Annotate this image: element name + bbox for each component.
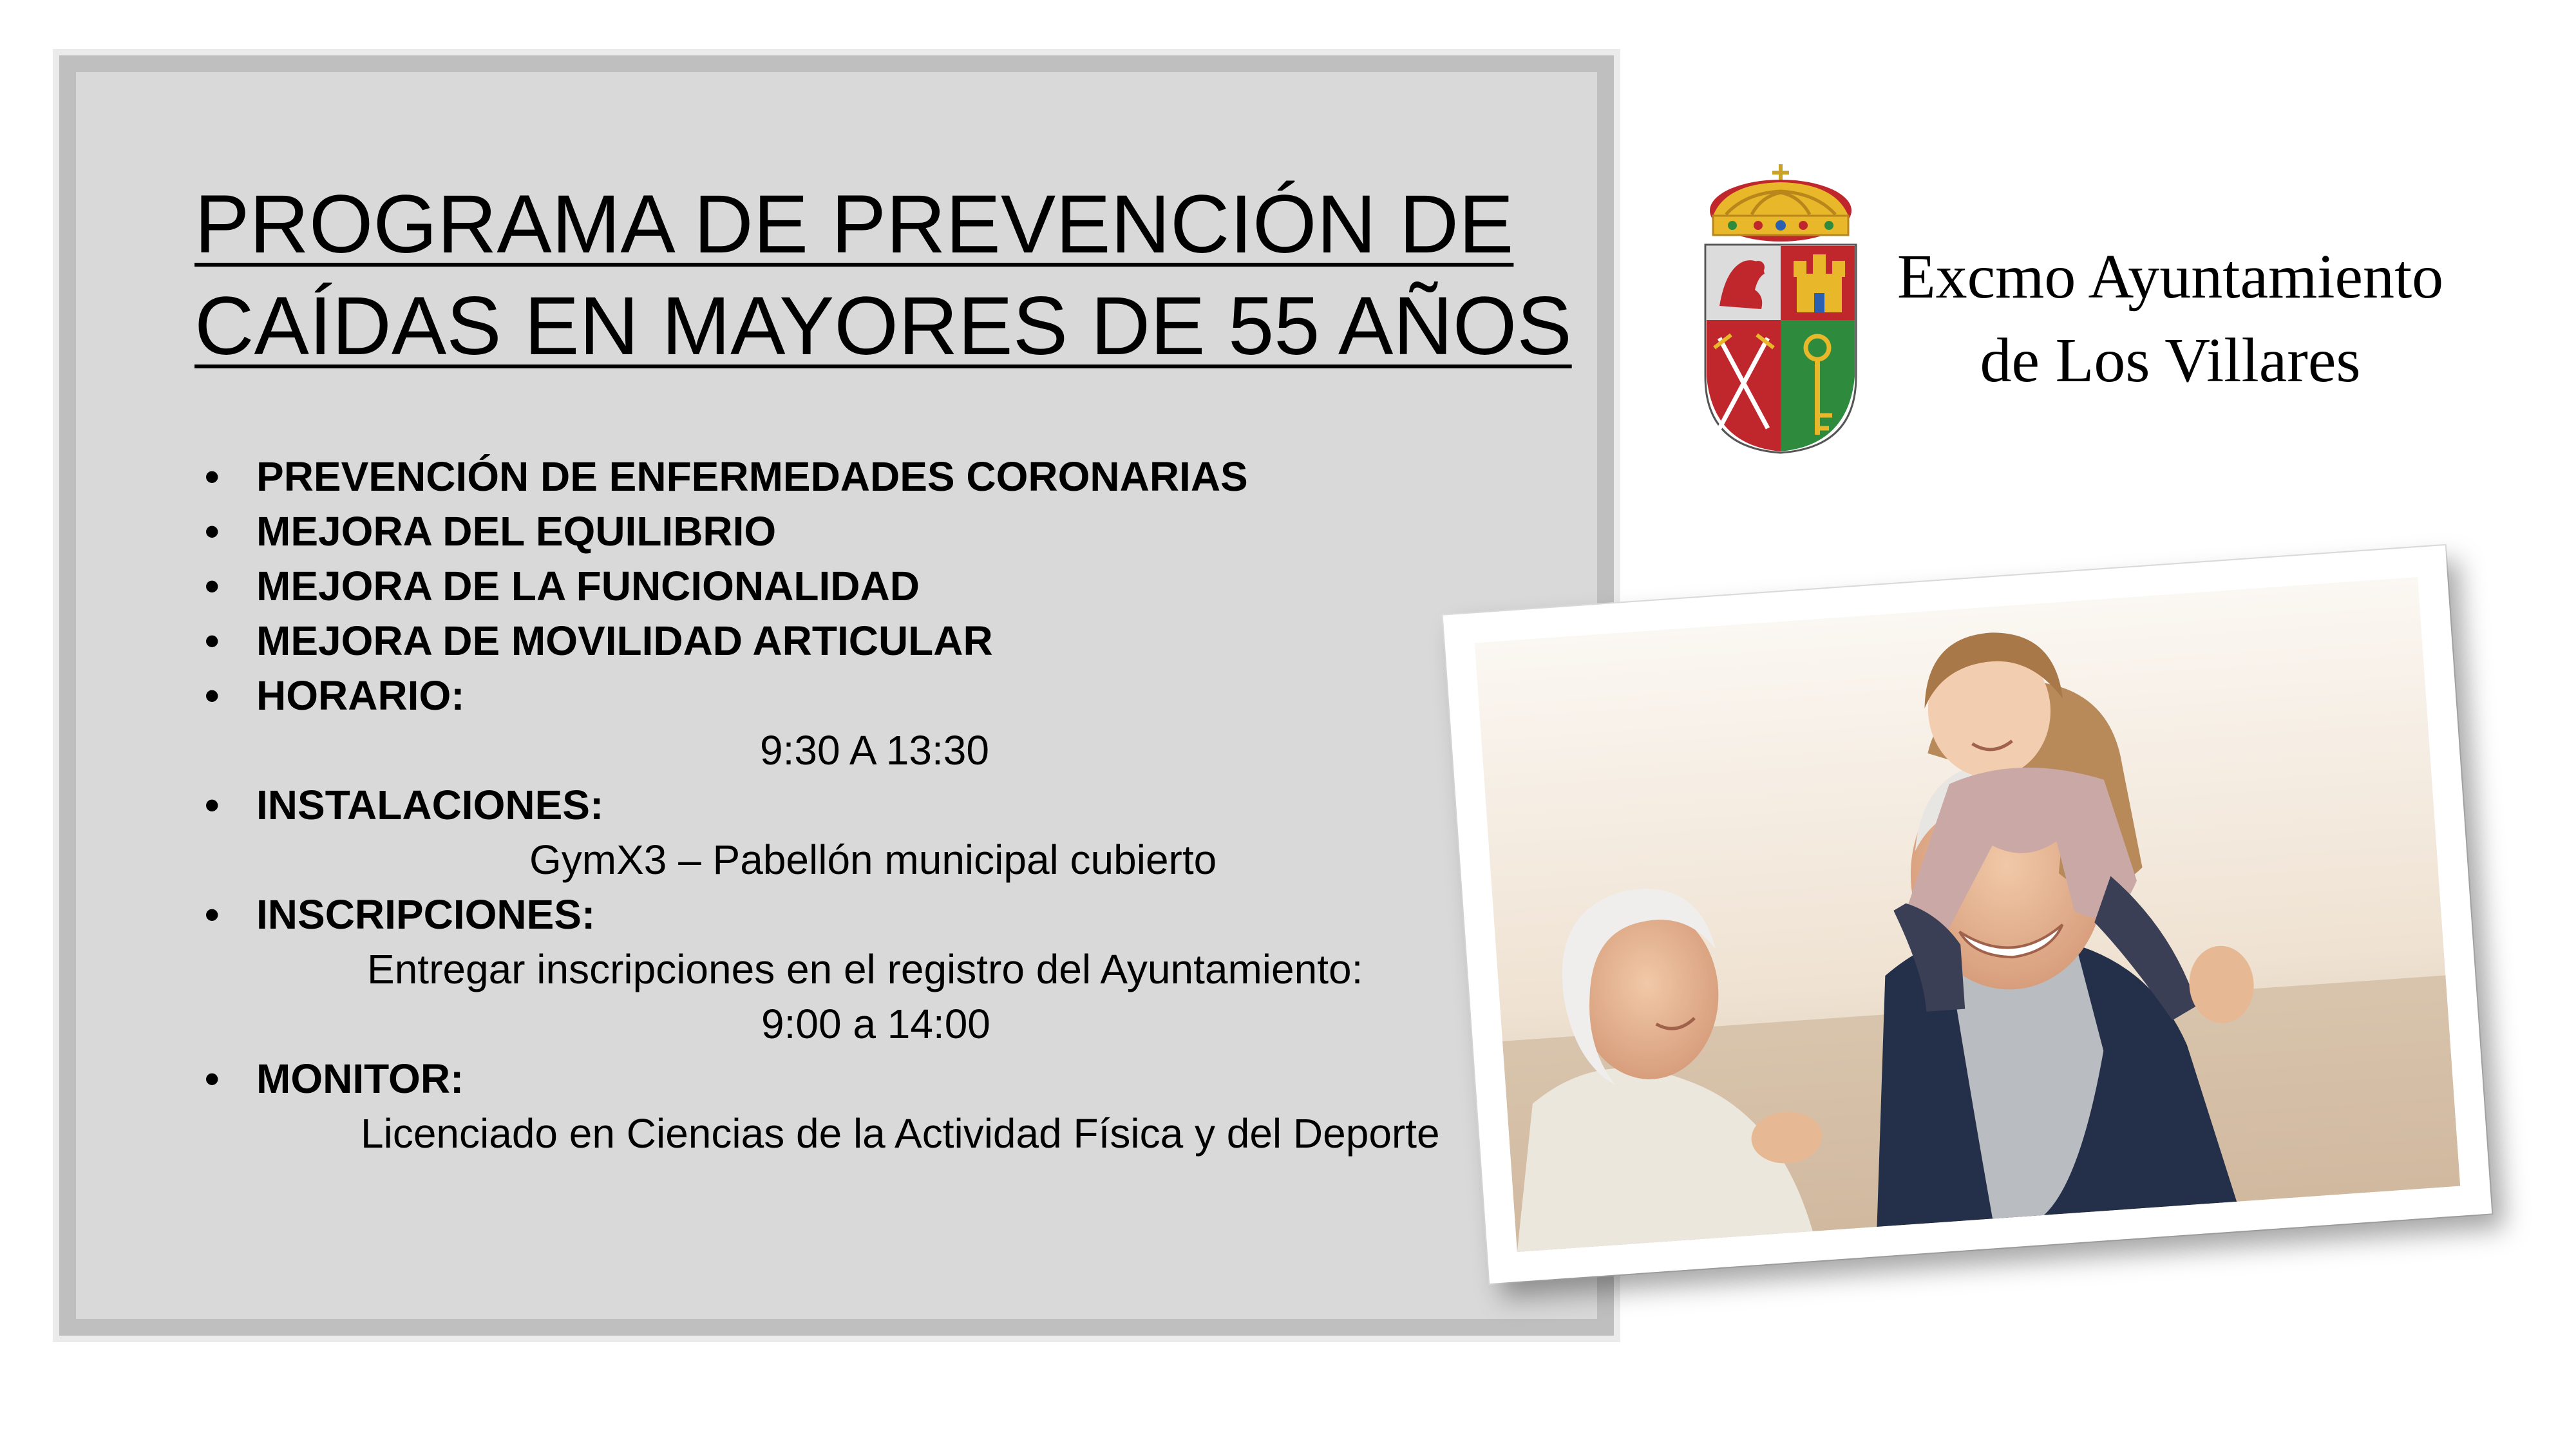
bullet-icon: • (205, 672, 220, 719)
list-item: • MEJORA DE MOVILIDAD ARTICULAR (205, 615, 993, 667)
bullet-icon: • (205, 618, 220, 664)
title-line-2: CAÍDAS EN MAYORES DE 55 AÑOS (194, 280, 1572, 372)
bullet-icon: • (205, 891, 220, 938)
bullet-icon: • (205, 508, 220, 554)
photo-image (1475, 577, 2461, 1252)
list-item-horario: • HORARIO: (205, 670, 465, 721)
family-photo (1443, 545, 2492, 1283)
list-item-inscripciones: • INSCRIPCIONES: (205, 889, 595, 940)
list-item: • MEJORA DE LA FUNCIONALIDAD (205, 560, 920, 612)
bullet-icon: • (205, 563, 220, 609)
logo-line-2: de Los Villares (1980, 326, 2361, 395)
list-item-monitor: • MONITOR: (205, 1053, 464, 1104)
coat-of-arms-icon (1700, 164, 1861, 454)
bullet-icon: • (205, 782, 220, 828)
shield-icon (1705, 245, 1856, 453)
list-item: • PREVENCIÓN DE ENFERMEDADES CORONARIAS (205, 451, 1248, 502)
crown-icon (1710, 164, 1852, 242)
bullet-icon: • (205, 1056, 220, 1102)
monitor-value: Licenciado en Ciencias de la Actividad Física y del Deporte (361, 1110, 1440, 1157)
list-item: • MEJORA DEL EQUILIBRIO (205, 506, 776, 557)
title-line-1: PROGRAMA DE PREVENCIÓN DE (194, 178, 1514, 270)
logo-line-1: Excmo Ayuntamiento (1897, 242, 2444, 312)
city-hall-name (1880, 235, 2460, 402)
list-item-instalaciones: • INSTALACIONES: (205, 779, 603, 831)
inscripciones-hours: 9:00 a 14:00 (761, 1001, 990, 1047)
instalaciones-value: GymX3 – Pabellón municipal cubierto (529, 837, 1217, 883)
horario-value: 9:30 A 13:30 (760, 727, 989, 773)
inscripciones-value: Entregar inscripciones en el registro del Ayuntamiento: (367, 946, 1363, 992)
bullet-icon: • (205, 453, 220, 500)
